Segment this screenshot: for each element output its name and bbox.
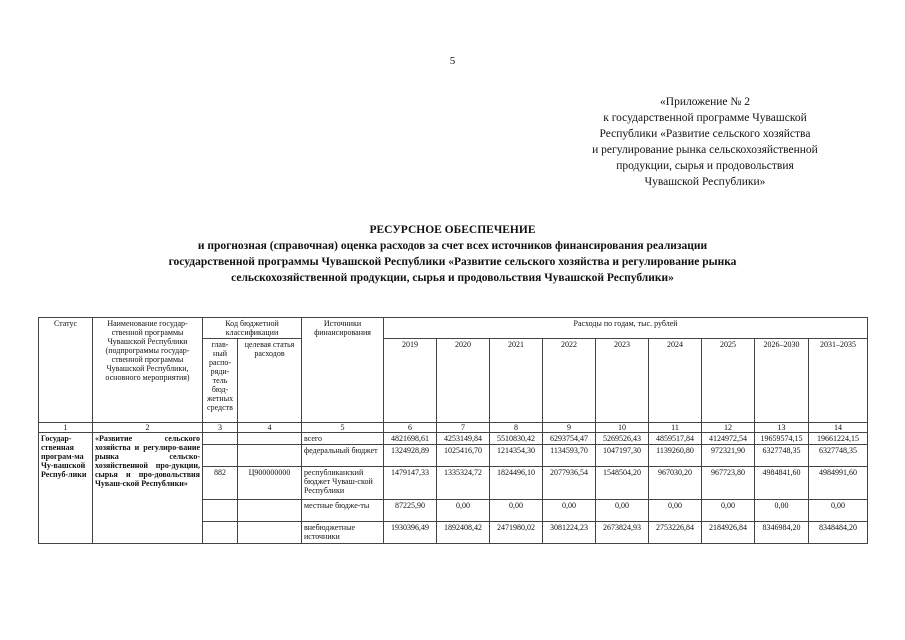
value-cell: 1824496,10: [490, 467, 543, 500]
header-year: 2019: [384, 339, 437, 423]
title-line: сельскохозяйственной продукции, сырья и продовольствия Чувашской Республики»: [231, 272, 674, 284]
source-label: федеральный бюджет: [302, 445, 384, 467]
value-cell: 87225,90: [384, 500, 437, 522]
value-cell: 0,00: [649, 500, 702, 522]
column-number: 8: [490, 423, 543, 433]
header-target-article: целевая статья расходов: [238, 339, 302, 423]
target-article-code: Ц900000000: [238, 467, 302, 500]
value-cell: 1047197,30: [596, 445, 649, 467]
header-year: 2020: [437, 339, 490, 423]
column-numbers-row: [39, 423, 868, 433]
column-number: 9: [543, 423, 596, 433]
title-line: и прогнозная (справочная) оценка расходов за счет всех источников финансирования реализации: [197, 240, 708, 252]
value-cell: 19661224,15: [809, 433, 868, 445]
column-number: 13: [755, 423, 809, 433]
value-cell: 2673824,93: [596, 522, 649, 544]
header-year: 2031–2035: [809, 339, 868, 423]
value-cell: 972321,90: [702, 445, 755, 467]
source-label: республиканский бюджет Чуваш-ской Республики: [302, 467, 384, 500]
value-cell: 4984991,60: [809, 467, 868, 500]
value-cell: 0,00: [437, 500, 490, 522]
header-year: 2023: [596, 339, 649, 423]
empty-cell: [238, 433, 302, 445]
main-manager-code: 882: [203, 467, 238, 500]
value-cell: 0,00: [596, 500, 649, 522]
value-cell: 4821698,61: [384, 433, 437, 445]
value-cell: 1139260,80: [649, 445, 702, 467]
value-cell: 2753226,84: [649, 522, 702, 544]
empty-cell: [203, 433, 238, 445]
value-cell: 967030,20: [649, 467, 702, 500]
title-line: РЕСУРСНОЕ ОБЕСПЕЧЕНИЕ: [369, 224, 536, 236]
value-cell: 6293754,47: [543, 433, 596, 445]
value-cell: 1335324,72: [437, 467, 490, 500]
value-cell: 4859517,84: [649, 433, 702, 445]
header-year: 2024: [649, 339, 702, 423]
value-cell: 8346984,20: [755, 522, 809, 544]
value-cell: 967723,80: [702, 467, 755, 500]
value-cell: 0,00: [490, 500, 543, 522]
program-name: «Развитие сельского хозяйства и регулиро-вание рынка сельско-хозяйственной про-дукции, сырья и про-довольствия Чуваш-ской Республики»: [93, 433, 203, 544]
resource-table: [38, 317, 868, 544]
empty-cell: [203, 522, 238, 544]
value-cell: 1324928,89: [384, 445, 437, 467]
value-cell: 8348484,20: [809, 522, 868, 544]
source-label: местные бюдже-ты: [302, 500, 384, 522]
appendix-line: Республики «Развитие сельского хозяйства: [599, 128, 811, 140]
source-label: внебюджетные источники: [302, 522, 384, 544]
column-number: 4: [238, 423, 302, 433]
value-cell: 0,00: [755, 500, 809, 522]
value-cell: 1892408,42: [437, 522, 490, 544]
value-cell: 0,00: [543, 500, 596, 522]
appendix-line: Чувашской Республики»: [644, 176, 766, 188]
value-cell: 1479147,33: [384, 467, 437, 500]
value-cell: 6327748,35: [755, 445, 809, 467]
appendix-line: продукции, сырья и продовольствия: [616, 160, 794, 172]
header-row: [39, 318, 868, 339]
value-cell: 4984841,60: [755, 467, 809, 500]
appendix-line: к государственной программе Чувашской: [603, 112, 807, 124]
header-budget-code: Код бюджетной классификации: [203, 318, 302, 339]
empty-cell: [238, 522, 302, 544]
column-number: 7: [437, 423, 490, 433]
appendix-line: и регулирование рынка сельскохозяйственной: [592, 144, 818, 156]
value-cell: 1214354,30: [490, 445, 543, 467]
value-cell: 0,00: [809, 500, 868, 522]
header-sources: Источники финансирования: [302, 318, 384, 423]
value-cell: 5269526,43: [596, 433, 649, 445]
value-cell: 1134593,70: [543, 445, 596, 467]
value-cell: 4124972,54: [702, 433, 755, 445]
value-cell: 2184926,84: [702, 522, 755, 544]
title-line: государственной программы Чувашской Республики «Развитие сельского хозяйства и регулирование рынка: [168, 256, 737, 268]
column-number: 1: [39, 423, 93, 433]
column-number: 11: [649, 423, 702, 433]
header-expenses: Расходы по годам, тыс. рублей: [384, 318, 868, 339]
column-number: 14: [809, 423, 868, 433]
column-number: 3: [203, 423, 238, 433]
column-number: 10: [596, 423, 649, 433]
header-status: Статус: [39, 318, 93, 423]
table-row: [39, 433, 868, 445]
header-name: Наименование государ-ственной программы Чувашской Республики (подпрограммы государ-ственной программы Чувашской Республики, основного мероприятия): [93, 318, 203, 423]
value-cell: 2077936,54: [543, 467, 596, 500]
value-cell: 19659574,15: [755, 433, 809, 445]
header-year: 2021: [490, 339, 543, 423]
appendix-reference: [555, 94, 855, 190]
header-year: 2022: [543, 339, 596, 423]
empty-cell: [238, 500, 302, 522]
column-number: 6: [384, 423, 437, 433]
header-year: 2025: [702, 339, 755, 423]
value-cell: 0,00: [702, 500, 755, 522]
value-cell: 1548504,20: [596, 467, 649, 500]
empty-cell: [203, 500, 238, 522]
program-status: Государ-ственная програм-ма Чу-вашской Респуб-лики: [39, 433, 93, 544]
page-number: 5: [449, 55, 456, 67]
value-cell: 4253149,84: [437, 433, 490, 445]
source-label: всего: [302, 433, 384, 445]
empty-cell: [203, 445, 238, 467]
column-number: 2: [93, 423, 203, 433]
value-cell: 3081224,23: [543, 522, 596, 544]
empty-cell: [238, 445, 302, 467]
header-main-manager: глав-ный распо-ряди-тель бюд-жетных средств: [203, 339, 238, 423]
value-cell: 2471980,02: [490, 522, 543, 544]
column-number: 12: [702, 423, 755, 433]
value-cell: 1930396,49: [384, 522, 437, 544]
value-cell: 6327748,35: [809, 445, 868, 467]
value-cell: 1025416,70: [437, 445, 490, 467]
value-cell: 5510830,42: [490, 433, 543, 445]
column-number: 5: [302, 423, 384, 433]
document-title: [60, 222, 845, 286]
appendix-line: «Приложение № 2: [660, 96, 750, 108]
header-year: 2026–2030: [755, 339, 809, 423]
